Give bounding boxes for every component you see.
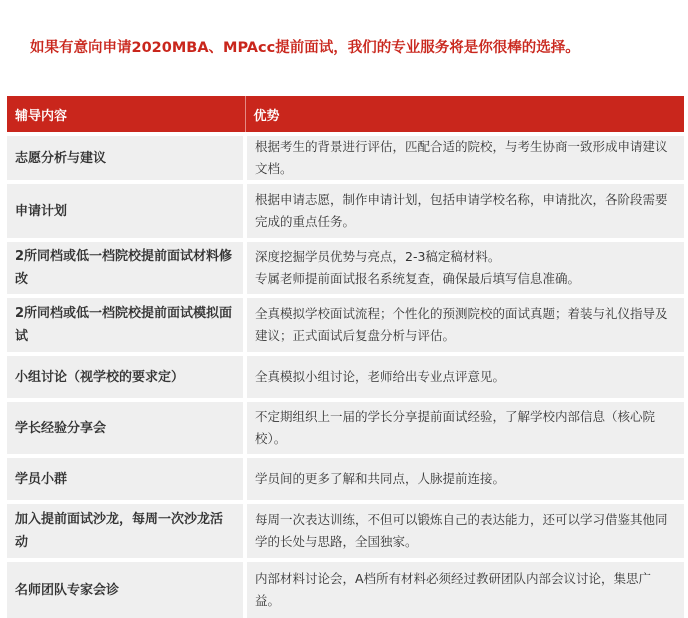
header-item: 辅导内容 [7, 96, 245, 134]
table-header-row [7, 96, 684, 134]
row-item: 志愿分析与建议 [7, 134, 245, 182]
advantage-line: 学员间的更多了解和共同点，人脉提前连接。 [255, 471, 506, 486]
header-advantage: 优势 [245, 96, 684, 134]
table-row [7, 134, 684, 182]
headline: 如果有意向申请2020MBA、MPAcc提前面试，我们的专业服务将是你很棒的选择。 [30, 40, 580, 56]
row-item: 2所同档或低一档院校提前面试模拟面试 [7, 296, 245, 354]
row-item: 加入提前面试沙龙，每周一次沙龙活动 [7, 502, 245, 560]
row-advantage [245, 182, 684, 240]
row-item: 申请计划 [7, 182, 245, 240]
advantage-line: 根据申请志愿，制作申请计划，包括申请学校名称，申请批次，各阶段需要完成的重点任务。 [255, 192, 668, 229]
advantage-line: 深度挖掘学员优势与亮点，2-3稿定稿材料。 [255, 249, 501, 264]
advantage-line: 根据考生的背景进行评估，匹配合适的院校，与考生协商一致形成申请建议文档。 [255, 139, 668, 176]
advantage-line: 每周一次表达训练，不但可以锻炼自己的表达能力，还可以学习借鉴其他同学的长处与思路，全国独家。 [255, 512, 668, 549]
advantage-line: 全真模拟学校面试流程；个性化的预测院校的面试真题；着装与礼仪指导及建议；正式面试后复盘分析与评估。 [255, 306, 668, 343]
table-row [7, 240, 684, 296]
table-row [7, 354, 684, 400]
advantage-line: 全真模拟小组讨论，老师给出专业点评意见。 [255, 369, 506, 384]
row-item: 学员小群 [7, 456, 245, 502]
row-advantage [245, 560, 684, 618]
row-item: 2所同档或低一档院校提前面试材料修改 [7, 240, 245, 296]
row-item: 小组讨论（视学校的要求定） [7, 354, 245, 400]
table-row [7, 182, 684, 240]
table-row [7, 502, 684, 560]
table-row [7, 456, 684, 502]
advantage-line: 内部材料讨论会，A档所有材料必须经过教研团队内部会议讨论，集思广益。 [255, 571, 652, 608]
row-advantage [245, 296, 684, 354]
row-advantage [245, 240, 684, 296]
table-row [7, 400, 684, 456]
advantage-line: 专属老师提前面试报名系统复查，确保最后填写信息准确。 [255, 271, 581, 286]
row-advantage [245, 134, 684, 182]
table-row [7, 560, 684, 618]
advantage-line: 不定期组织上一届的学长分享提前面试经验，了解学校内部信息（核心院校）。 [255, 409, 656, 446]
row-advantage [245, 354, 684, 400]
row-item: 名师团队专家会诊 [7, 560, 245, 618]
row-advantage [245, 456, 684, 502]
row-advantage [245, 502, 684, 560]
table-row [7, 296, 684, 354]
service-table [7, 96, 684, 618]
row-advantage [245, 400, 684, 456]
row-item: 学长经验分享会 [7, 400, 245, 456]
